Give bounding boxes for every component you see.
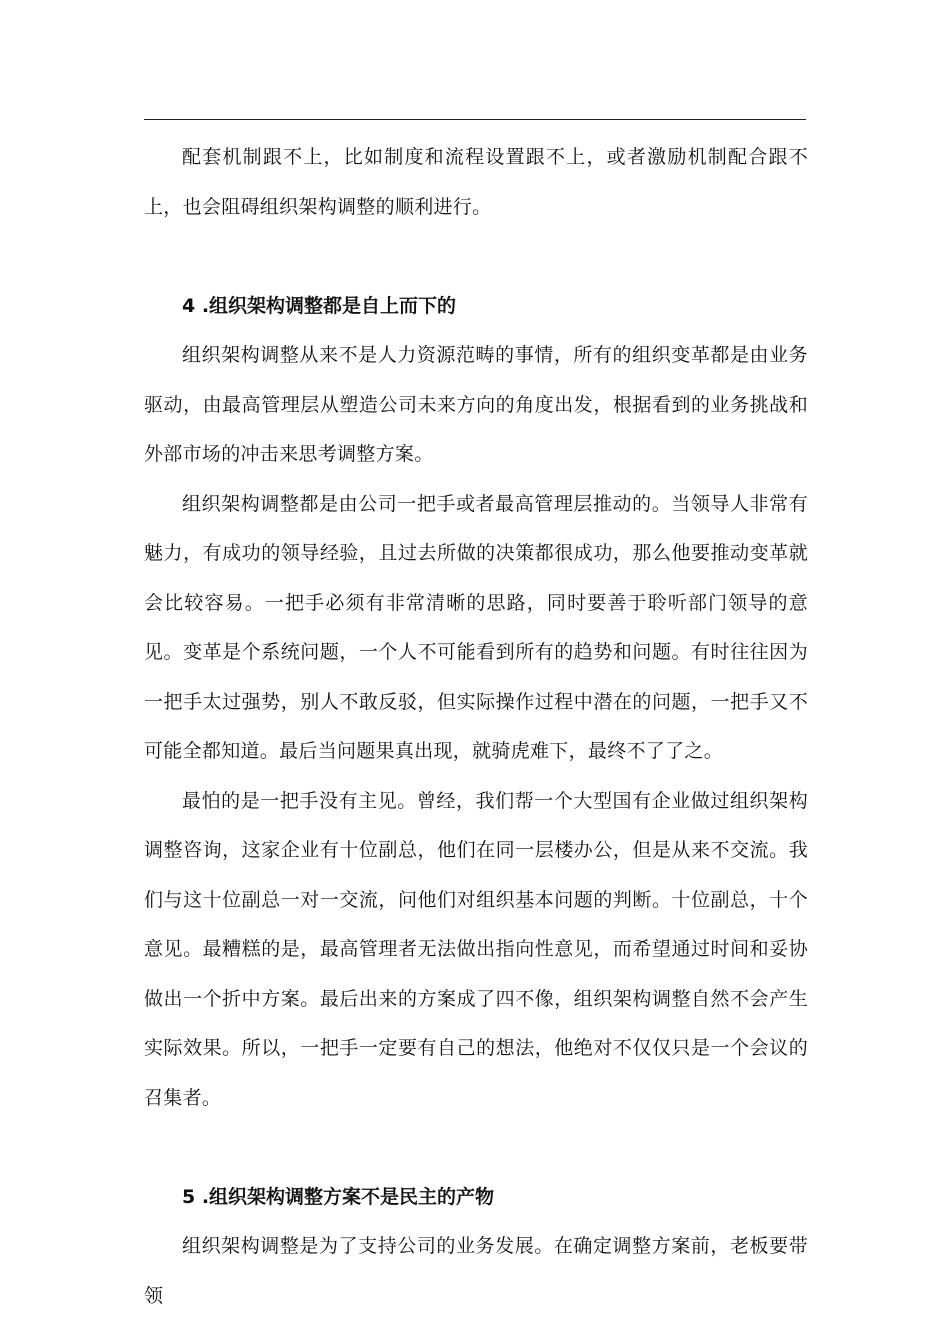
document-body [144,133,808,1321]
section-4-paragraph-1: 组织架构调整从来不是人力资源范畴的事情，所有的组织变革都是由业务驱动，由最高管理层从塑造公司未来方向的角度出发，根据看到的业务挑战和外部市场的冲击来思考调整方案。 [144,344,808,465]
section-5-heading: 5 .组织架构调整方案不是民主的产物 [182,1185,495,1208]
section-spacer [144,232,808,282]
paragraph-intro: 配套机制跟不上，比如制度和流程设置跟不上，或者激励机制配合跟不上，也会阻碍组织架构调整的顺利进行。 [144,146,808,218]
section-spacer [144,1123,808,1173]
section-4-paragraph-2: 组织架构调整都是由公司一把手或者最高管理层推动的。当领导人非常有魅力，有成功的领导经验，且过去所做的决策都很成功，那么他要推动变革就会比较容易。一把手必须有非常清晰的思路，同时要善于聆听部门领导的意见。变革是个系统问题，一个人不可能看到所有的趋势和问题。有时往往因为一把手太过强势，别人不敢反驳，但实际操作过程中潜在的问题，一把手又不可能全都知道。最后当问题果真出现，就骑虎难下，最终不了了之。 [144,492,808,762]
section-4-paragraph-3: 最怕的是一把手没有主见。曾经，我们帮一个大型国有企业做过组织架构调整咨询，这家企业有十位副总，他们在同一层楼办公，但是从来不交流。我们与这十位副总一对一交流，问他们对组织基本问题的判断。十位副总，十个意见。最糟糕的是，最高管理者无法做出指向性意见，而希望通过时间和妥协做出一个折中方案。最后出来的方案成了四不像，组织架构调整自然不会产生实际效果。所以，一把手一定要有自己的想法，他绝对不仅仅只是一个会议的召集者。 [144,789,808,1109]
header-rule [144,119,806,120]
section-5-paragraph-1: 组织架构调整是为了支持公司的业务发展。在确定调整方案前，老板要带领 [144,1235,808,1307]
section-4-heading: 4 .组织架构调整都是自上而下的 [182,294,457,317]
